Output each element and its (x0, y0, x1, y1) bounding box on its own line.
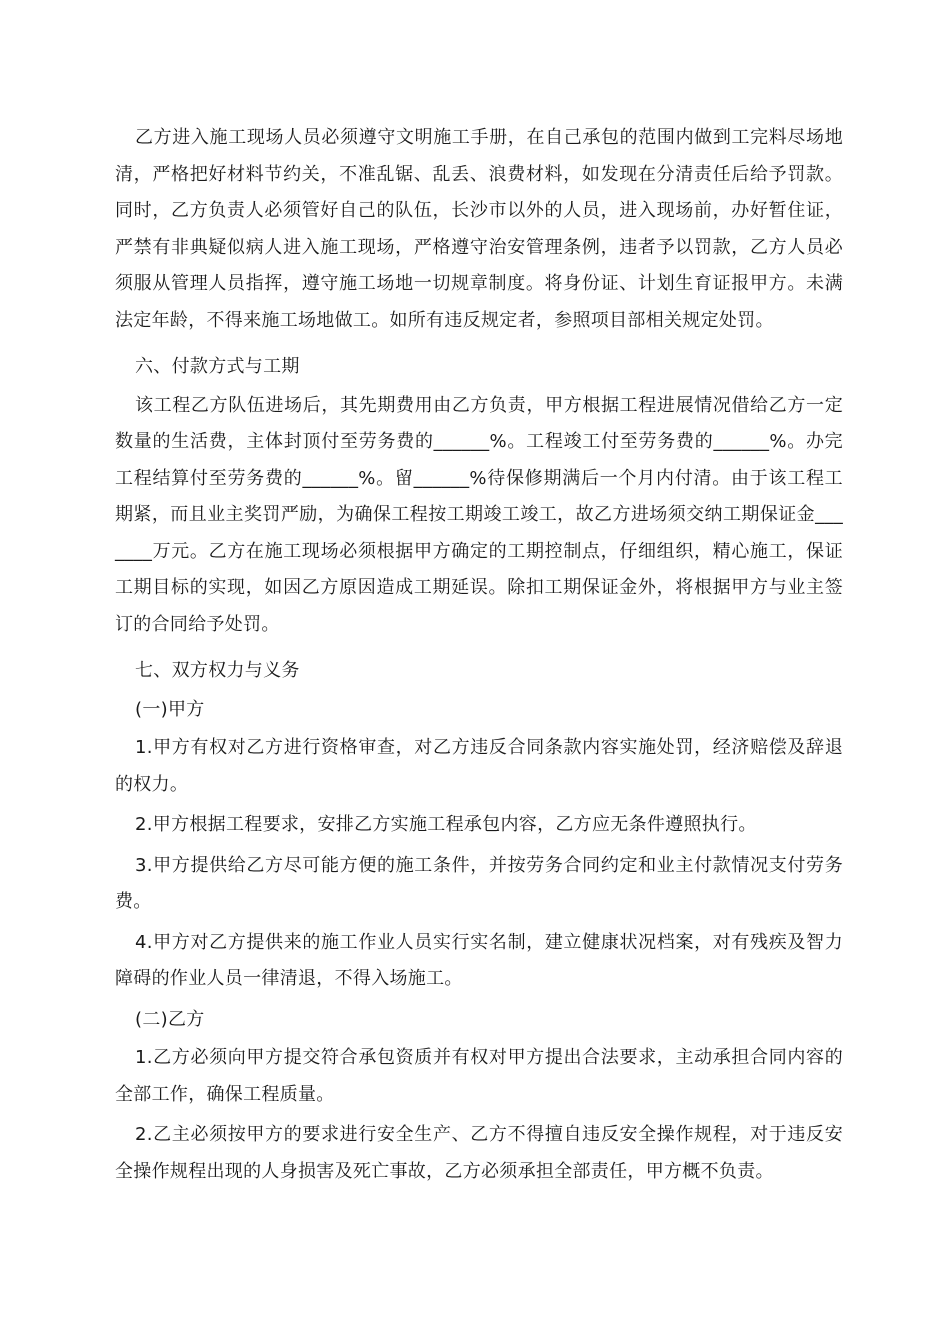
paragraph-payment-terms: 该工程乙方队伍进场后，其先期费用由乙方负责，甲方根据工程进展情况借给乙方一定数量的生活费，主体封顶付至劳务费的______%。工程竣工付至劳务费的______%。办完工程结算付至劳务费的______%。留______%待保修期满后一个月内付清。由于该工程工期紧，而且业主奖罚严励，为确保工程按工期竣工竣工，故乙方进场须交纳工期保证金_______万元。乙方在施工现场必须根据甲方确定的工期控制点，仔细组织，精心施工，保证工期目标的实现，如因乙方原因造成工期延误。除扣工期保证金外，将根据甲方与业主签订的合同给予处罚。 (115, 394, 843, 635)
subsection-heading-party-a: (一)甲方 (135, 698, 205, 720)
subsection-heading-party-b: (二)乙方 (135, 1008, 205, 1030)
party-a-item-4: 4.甲方对乙方提供来的施工作业人员实行实名制，建立健康状况档案，对有残疾及智力障碍的作业人员一律清退，不得入场施工。 (115, 931, 843, 989)
section-heading-payment: 六、付款方式与工期 (135, 356, 300, 377)
paragraph-site-rules: 乙方进入施工现场人员必须遵守文明施工手册，在自己承包的范围内做到工完料尽场地清，严格把好材料节约关，不准乱锯、乱丢、浪费材料，如发现在分清责任后给予罚款。同时，乙方负责人必须管好自己的队伍，长沙市以外的人员，进入现场前，办好暂住证，严禁有非典疑似病人进入施工现场，严格遵守治安管理条例，违者予以罚款，乙方人员必须服从管理人员指挥，遵守施工场地一切规章制度。将身份证、计划生育证报甲方。未满法定年龄，不得来施工场地做工。如所有违反规定者，参照项目部相关规定处罚。 (115, 127, 843, 331)
party-b-item-1: 1.乙方必须向甲方提交符合承包资质并有权对甲方提出合法要求，主动承担合同内容的全部工作，确保工程质量。 (115, 1047, 843, 1105)
document-page (115, 120, 843, 1194)
party-a-item-1: 1.甲方有权对乙方进行资格审查，对乙方违反合同条款内容实施处罚，经济赔偿及辞退的权力。 (115, 737, 843, 795)
party-b-item-2: 2.乙主必须按甲方的要求进行安全生产、乙方不得擅自违反安全操作规程，对于违反安全操作规程出现的人身损害及死亡事故，乙方必须承担全部责任，甲方概不负责。 (115, 1124, 843, 1182)
party-a-item-3: 3.甲方提供给乙方尽可能方便的施工条件，并按劳务合同约定和业主付款情况支付劳务费。 (115, 854, 843, 912)
section-heading-rights: 七、双方权力与义务 (135, 660, 300, 681)
party-a-item-2: 2.甲方根据工程要求，安排乙方实施工程承包内容，乙方应无条件遵照执行。 (135, 814, 757, 835)
